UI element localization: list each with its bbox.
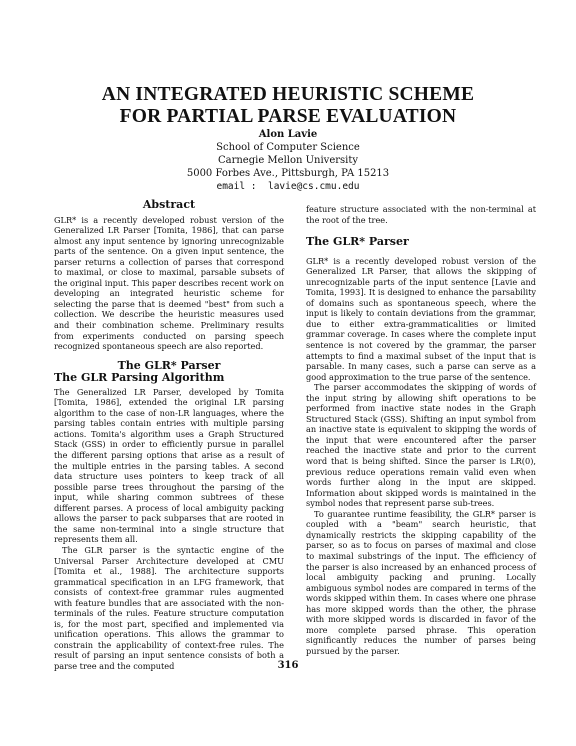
abstract-heading: Abstract <box>142 198 196 211</box>
author-name: Alon Lavie <box>258 129 318 140</box>
author-email: lavie@cs.cmu.edu <box>267 181 360 192</box>
author-address: 5000 Forbes Ave., Pittsburgh, PA 15213 <box>186 168 390 179</box>
section-heading-glr-star: The GLR* Parser <box>117 358 221 372</box>
page-number: 316 <box>277 660 299 671</box>
right-paragraph-3: To guarantee runtime feasibility, the GLR* parser is coupled with a "beam" search heuristic, that dynamically restricts the skipping capability of the parser, so as to focus on parses of maximal and close to maximal substrings of the input. The efficiency of the parser is also increased by an enhanced process of local ambiguity packing and pruning. Locally ambiguous symbol nodes are compared in terms of the words skipped within them. In cases where one phrase has more skipped words than the other, the phrase with more skipped words is discarded in favor of the more complete parsed phrase. This operation significantly reduces the number of parses being pursued by the parser. <box>306 508 536 656</box>
left-paragraph-2: The GLR parser is the syntactic engine of the Universal Parser Architecture developed at CMU [Tomita et al., 1988]. The architecture supports grammatical specification in an LFG framework, that consists of context-free grammar rules augmented with feature bundles that are associated with the non-terminals of the rules. Feature structure computation is, for the most part, specified and implemented via unification operations. This allows the grammar to constrain the applicability of context-free rules. The result of parsing an input sentence consists of both a parse tree and the computed <box>54 544 284 671</box>
left-column <box>54 200 284 672</box>
paper-title-line-1: AN INTEGRATED HEURISTIC SCHEME <box>101 84 475 105</box>
author-school: School of Computer Science <box>216 142 360 153</box>
right-paragraph-2: The parser accommodates the skipping of words of the input string by allowing shift operations to be performed from inactive state nodes in the Graph Structured Stack (GSS). Shifting an input symbol from an inactive state is equivalent to skipping the words of the input that were encountered after the parser reached the inactive state and prior to the current word that is being shifted. Since the parser is LR(0), previous reduce operations remain valid even when words further along in the input are skipped. Information about skipped words is maintained in the symbol nodes that represent parse sub-trees. <box>306 382 536 509</box>
right-paragraph-0: feature structure associated with the non-terminal at the root of the tree. <box>306 204 536 225</box>
abstract-text: GLR* is a recently developed robust version of the Generalized LR Parser [Tomita, 1986], that can parse almost any input sentence by ignoring unrecognizable parts of the sentence. On a given input sentence, the parser returns a collection of parses that correspond to maximal, or close to maximal, parsable subsets of the original input. This paper describes recent work on developing an integrated heuristic scheme for selecting the parse that is deemed "best" from such a collection. We describe the heuristic measures used and their combination scheme. Preliminary results from experiments conducted on parsing speech recognized spontaneous speech are also reported. <box>54 214 284 352</box>
right-column <box>306 204 536 656</box>
left-paragraph-1: The Generalized LR Parser, developed by Tomita [Tomita, 1986], extended the original LR parsing algorithm to the case of non-LR languages, where the parsing tables contain entries with multiple parsing actions. Tomita's algorithm uses a Graph Structured Stack (GSS) in order to efficiently pursue in parallel the different parsing options that arise as a result of the multiple entries in the parsing tables. A second data structure uses pointers to keep track of all possible parse trees throughout the parsing of the input, while sharing common subtrees of these different parses. A process of local ambiguity packing allows the parser to pack subparses that are rooted in the same non-terminal into a single structure that represents them all. <box>54 386 284 545</box>
author-university: Carnegie Mellon University <box>217 155 359 166</box>
subsection-heading: The GLR Parsing Algorithm <box>54 371 225 385</box>
paper-title-line-2: FOR PARTIAL PARSE EVALUATION <box>119 106 457 127</box>
right-section-heading: The GLR* Parser <box>306 235 409 249</box>
right-paragraph-1: GLR* is a recently developed robust version of the Generalized LR Parser, that allows the skipping of unrecognizable parts of the input sentence [Lavie and Tomita, 1993]. It is designed to enhance the parsability of domains such as spontaneous speech, where the input is likely to contain deviations from the grammar, due to either extra-grammaticalities or limited grammar coverage. In cases where the complete input sentence is not covered by the grammar, the parser attempts to find a maximal subset of the input that is parsable. In many cases, such a parse can serve as a good approximation to the true parse of the sentence. <box>306 255 536 382</box>
author-email-line <box>0 180 576 193</box>
email-label: email : <box>216 181 257 192</box>
